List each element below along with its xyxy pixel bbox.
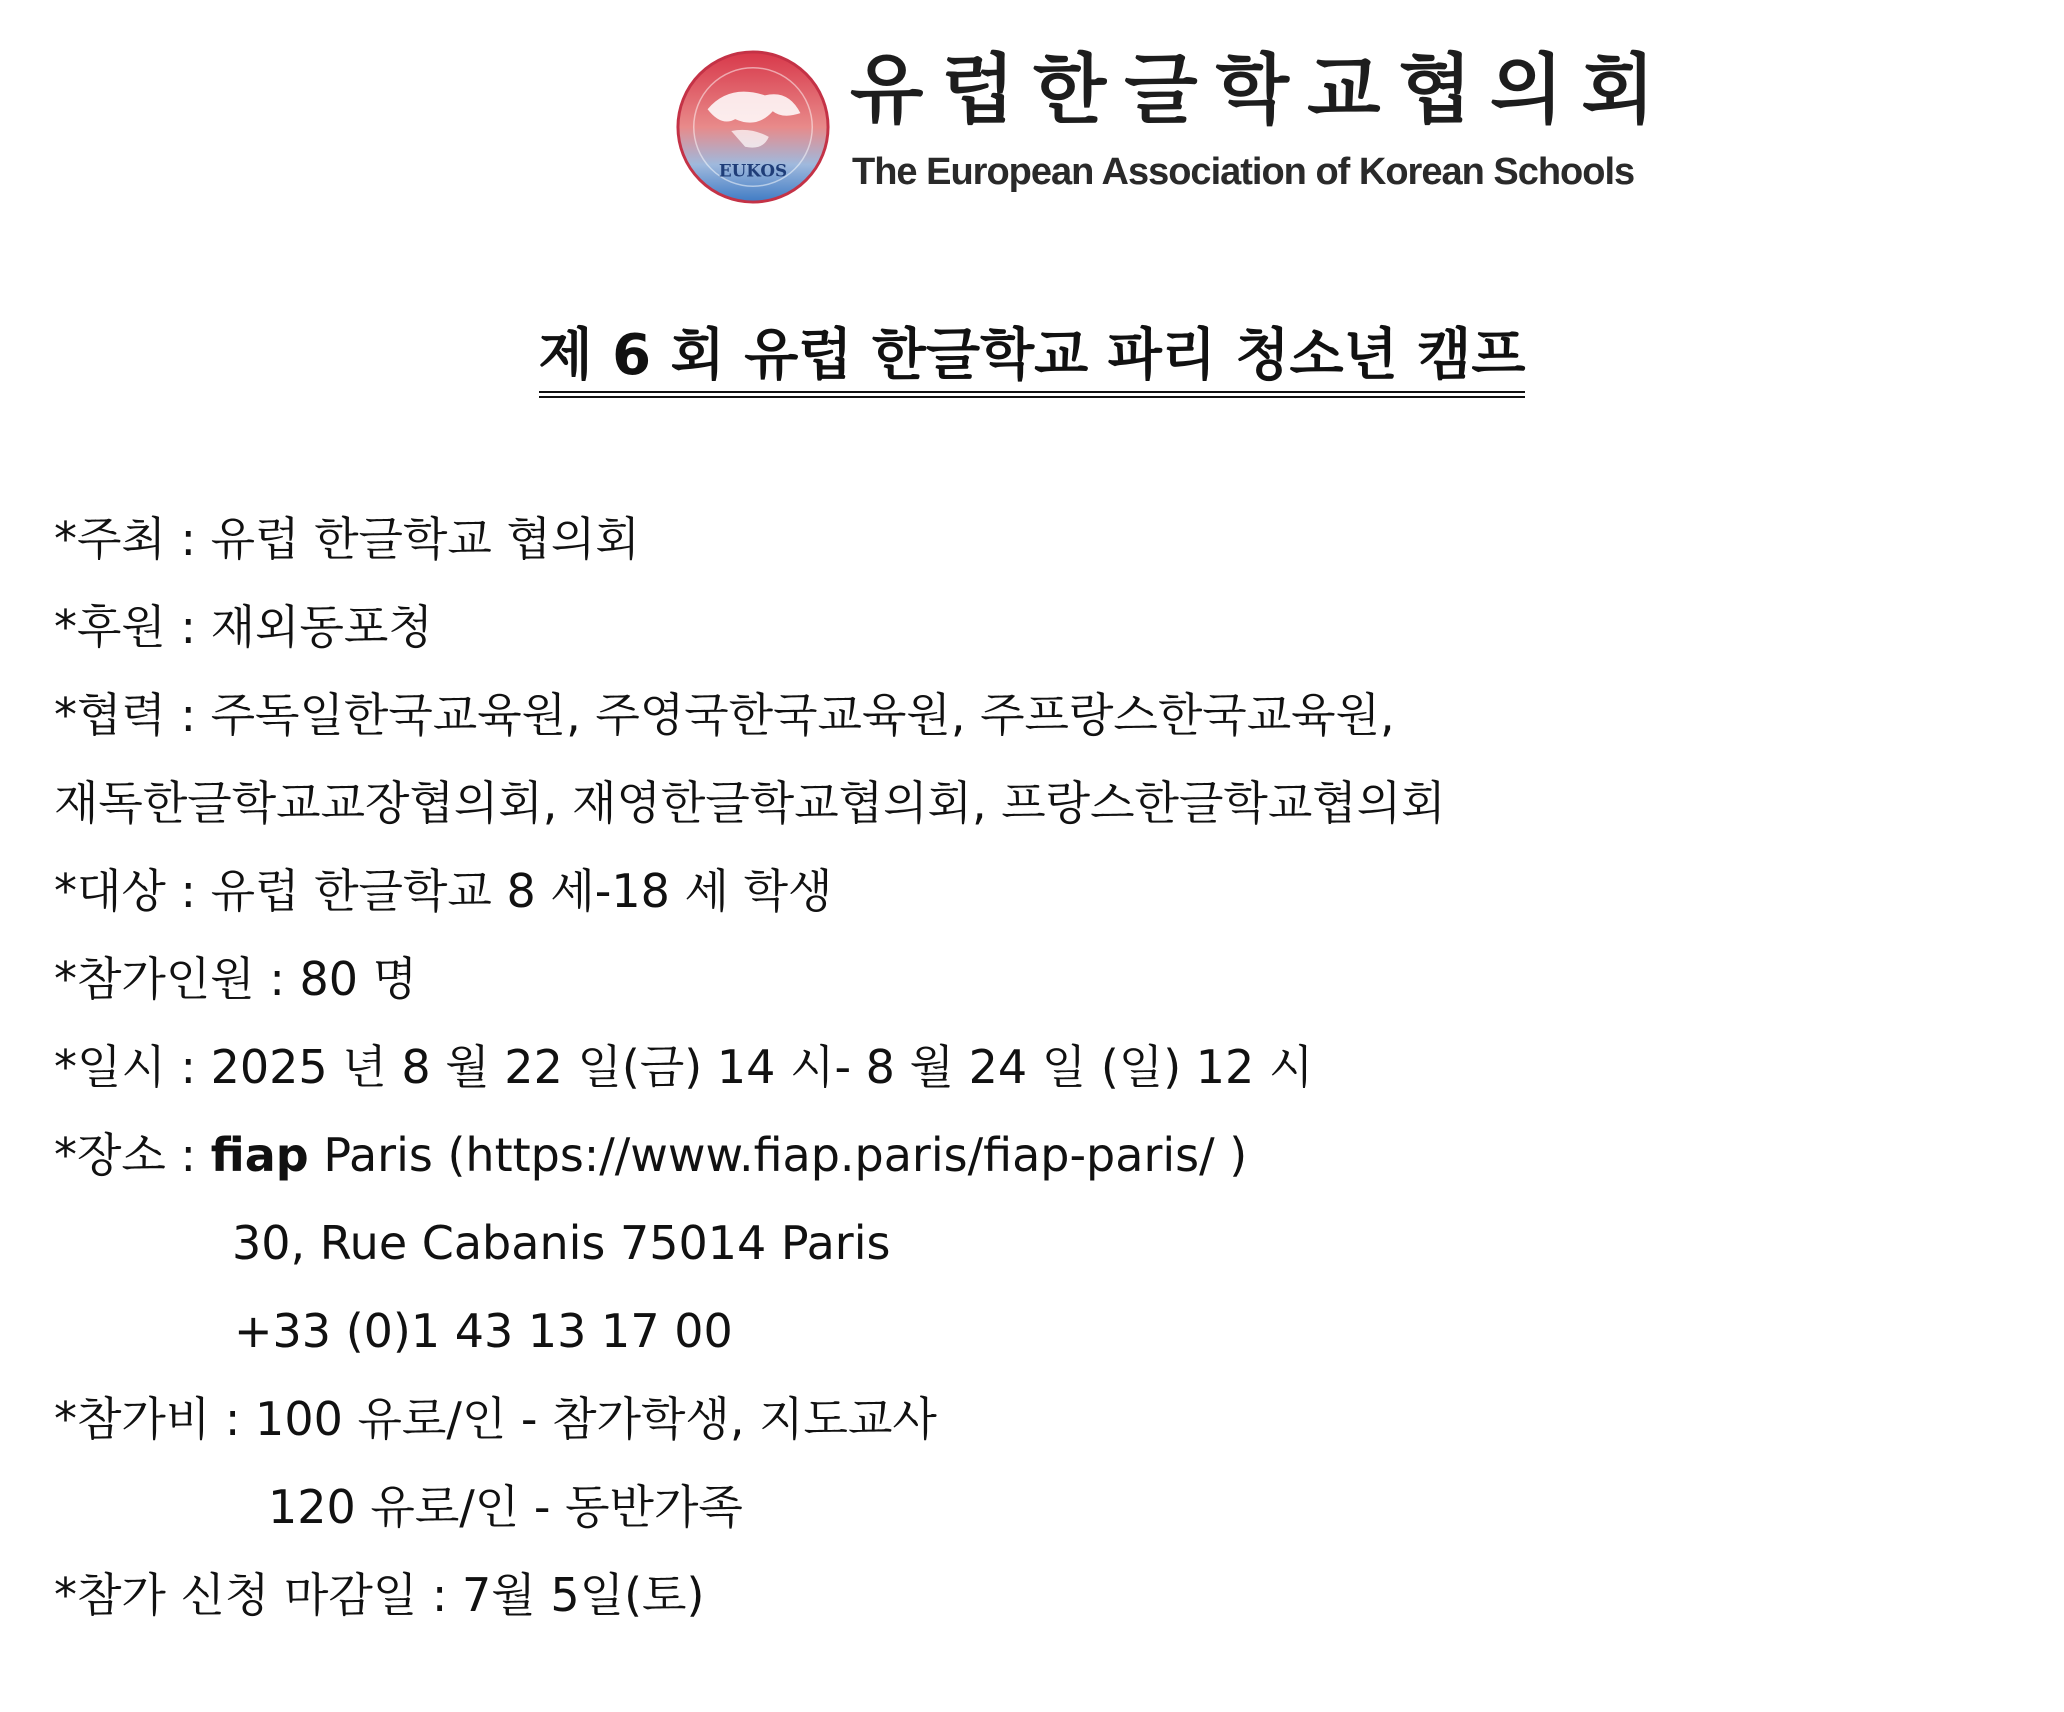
- org-name-korean: 유럽한글학교협의회: [850, 45, 1673, 134]
- venue-address: 30, Rue Cabanis 75014 Paris: [232, 1216, 891, 1270]
- fee-line-2: 120 유로/인 - 동반가족: [268, 1480, 743, 1534]
- schedule-line: *일시 : 2025 년 8 월 22 일(금) 14 시- 8 월 24 일 (일) 12 시: [54, 1040, 1314, 1094]
- venue-website: Paris (https://www.fiap.paris/fiap-paris/ ): [308, 1128, 1248, 1182]
- venue-prefix: *장소 :: [54, 1128, 211, 1182]
- sponsor-line: *후원 : 재외동포청: [54, 600, 433, 654]
- cooperation-line-2: 재독한글학교교장협의회, 재영한글학교협의회, 프랑스한글학교협의회: [54, 776, 1446, 830]
- header-logo: [670, 44, 1673, 214]
- venue-line: [54, 1128, 1247, 1183]
- venue-name: fiap: [210, 1128, 309, 1182]
- page-title: [0, 322, 2064, 398]
- host-line: *주최 : 유럽 한글학교 협의회: [54, 512, 640, 566]
- fee-line-1: *참가비 : 100 유로/인 - 참가학생, 지도교사: [54, 1392, 937, 1446]
- emblem-label: EUKOS: [718, 160, 788, 181]
- participants-line: *참가인원 : 80 명: [54, 952, 418, 1006]
- cooperation-line-1: *협력 : 주독일한국교육원, 주영국한국교육원, 주프랑스한국교육원,: [54, 688, 1395, 742]
- deadline-line: *참가 신청 마감일 : 7월 5일(토): [54, 1568, 705, 1622]
- org-name-english: The European Association of Korean Schools: [852, 151, 1635, 193]
- venue-phone: +33 (0)1 43 13 17 00: [234, 1304, 733, 1358]
- target-line: *대상 : 유럽 한글학교 8 세-18 세 학생: [54, 864, 833, 918]
- page-title-text: 제 6 회 유럽 한글학교 파리 청소년 캠프: [539, 322, 1526, 398]
- globe-emblem-icon: [674, 48, 832, 206]
